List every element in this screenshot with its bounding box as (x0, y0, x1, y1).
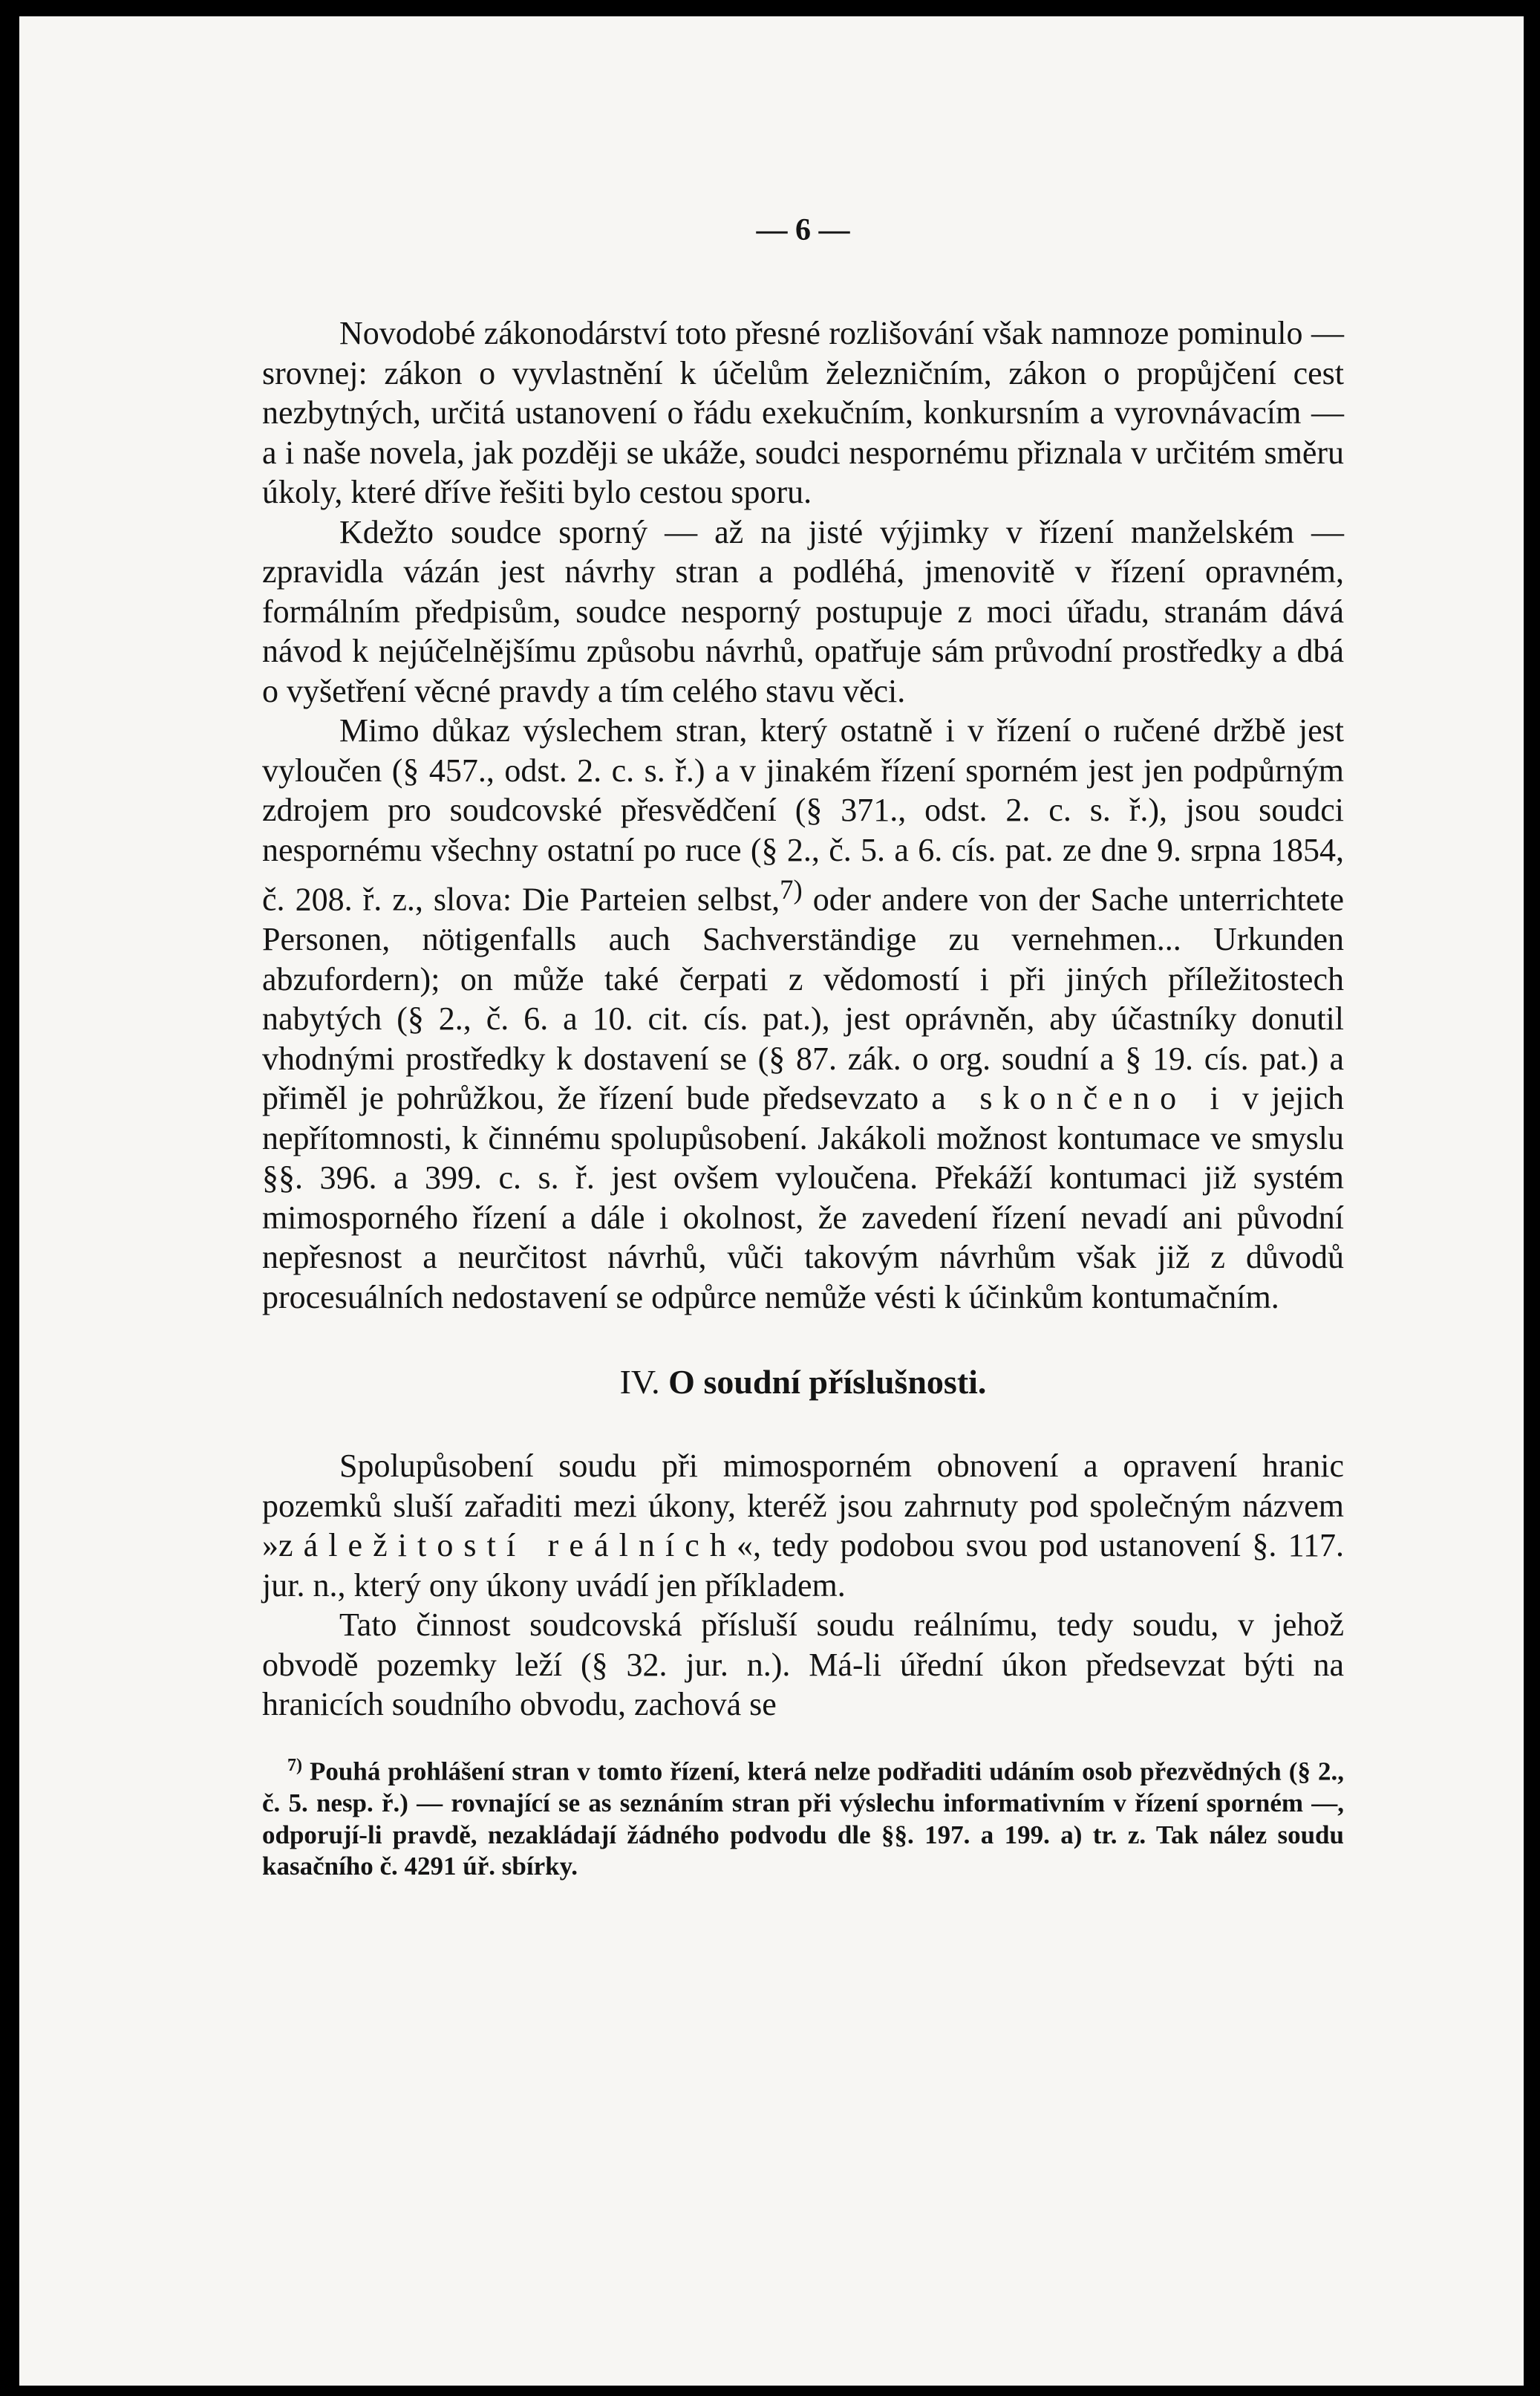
page-sheet (19, 16, 1524, 2386)
footnote-7 (262, 1750, 1344, 1883)
paragraph-3-text-cont: oder andere von der Sache unterrichtete Personen, nötigenfalls auch Sachverständige zu vernehmen... Urkunden abzufordern); on může také čerpati z vědomostí i při jiných příležitostech nabytých (§ 2., č. 6. a 10. cit. cís. pat.), jest oprávněn, aby účastníky donutil vhodnými prostředky k dostavení se (§ 87. zák. o org. soudní a § 19. cís. pat.) a přiměl je pohrůžkou, že řízení bude předsevzato (262, 881, 1344, 1117)
text-column (262, 208, 1344, 1883)
paragraph-3 (262, 711, 1344, 1317)
emphasized-term: záležitostí reálních (278, 1527, 737, 1564)
paragraph-4-text-end: «, tedy podobou svou pod ustanovení §. 117. jur. n., který ony úkony uvádí jen příkladem. (262, 1527, 1345, 1604)
paragraph-3-text-end: v jejich nepřítomnosti, k činnému spolupůsobení. Jakákoli možnost kontumace ve smyslu §§. 396. a 399. c. s. ř. jest ovšem vyloučena. Překáží kontumaci již systém mimosporného řízení a dále i okolnost, že zavedení řízení nevadí ani původní nepřesnost a neurčitost návrhů, vůči takovým návrhům však již z důvodů procesuálních nedostavení se odpůrce nemůže vésti k účinkům kontumačním. (262, 1080, 1345, 1315)
footnote-reference: 7) (780, 874, 803, 905)
footnotes (262, 1750, 1344, 1883)
paragraph-4 (262, 1446, 1344, 1605)
paragraph-3-text: Mimo důkaz výslechem stran, který ostatně i v řízení o ručené držbě jest vyloučen (§ 457., odst. 2. c. s. ř.) a v jinakém řízení sporném jest jen podpůrným zdrojem pro soudcovské přesvědčení (§ 371., odst. 2. c. s. ř.), jsou soudci nespornému všechny ostatní po ruce (§ 2., č. 5. a 6. cís. pat. ze dne 9. srpna 1854, č. 208. ř. z., slova: Die Parteien selbst, (262, 712, 1344, 918)
section-number: IV. (619, 1363, 660, 1402)
footnote-text: Pouhá prohlášení stran v tomto řízení, která nelze podřaditi udáním osob přezvědných (§ 2., č. 5. nesp. ř.) — rovnající se as seznáním stran při výslechu informativním v řízení sporném —, odporují-li pravdě, nezakládají žádného podvodu dle §§. 197. a 199. a) tr. z. Tak nález soudu kasačního č. 4291 úř. sbírky. (262, 1757, 1344, 1881)
paragraph-5: Tato činnost soudcovská přísluší soudu reálnímu, tedy soudu, v jehož obvodě pozemky leží (§ 32. jur. n.). Má-li úřední úkon předsevzat býti na hranicích soudního obvodu, zachová se (262, 1606, 1344, 1723)
section-heading (262, 1360, 1344, 1404)
paragraph-1: Novodobé zákonodárství toto přesné rozlišování však namnoze pominulo — srovnej: zákon o vyvlastnění k účelům železničním, zákon o propůjčení cest nezbytných, určitá ustanovení o řádu exekučním, konkursním a vyrovnávacím — a i naše novela, jak později se ukáže, soudci nespornému přiznala v určitém směru úkoly, které dříve řešiti bylo cestou sporu. (262, 315, 1344, 510)
footnote-mark: 7) (287, 1755, 302, 1775)
paragraph-4-text: Spolupůsobení soudu při mimosporném obnovení a opravení hranic pozemků sluší zařaditi mezi úkony, kteréž jsou zahrnuty pod společným názvem » (262, 1448, 1344, 1564)
section-title: O soudní příslušnosti. (668, 1363, 987, 1402)
paragraph-2: Kdežto soudce sporný — až na jisté výjimky v řízení manželském — zpravidla vázán jest návrhy stran a podléhá, jmenovitě v řízení opravném, formálním předpisům, soudce nesporný postupuje z moci úřadu, stranám dává návod k nejúčelnějšímu způsobu návrhů, opatřuje sám průvodní prostředky a dbá o vyšetření věcné pravdy a tím celého stavu věci. (262, 513, 1344, 709)
page-number: — 6 — (756, 213, 850, 247)
emphasized-phrase: a skončeno i (931, 1080, 1230, 1117)
